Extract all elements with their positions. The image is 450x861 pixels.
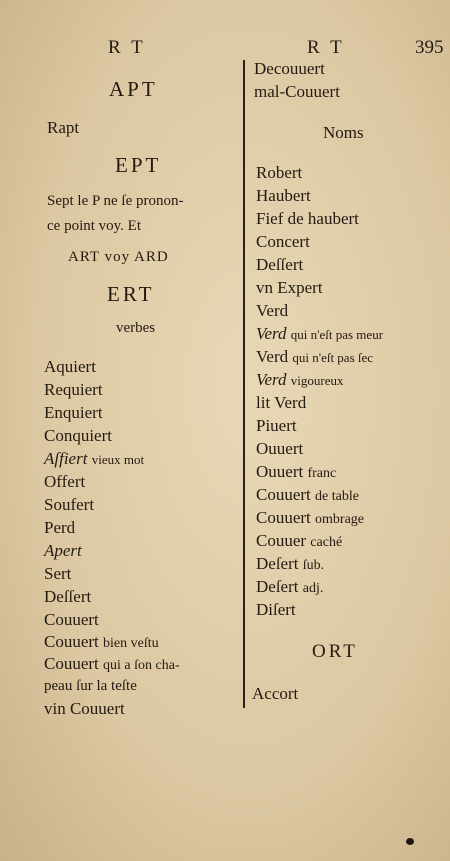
ort-heading: ORT	[312, 641, 358, 662]
list-item: Couuert ombrage	[256, 508, 365, 527]
noms-label: Noms	[323, 123, 364, 142]
list-item: Aſfiert vieux mot	[44, 449, 145, 468]
list-item: lit Verd	[256, 393, 307, 412]
list-item: Robert	[256, 163, 303, 182]
right-running-head: R T	[307, 37, 345, 58]
list-item: Verd qui n'eſt pas ſec	[256, 347, 374, 366]
verbes-label: verbes	[116, 320, 156, 336]
list-item: Concert	[256, 232, 310, 251]
right-top-entry: mal-Couuert	[254, 82, 340, 101]
rapt-entry: Rapt	[47, 118, 80, 137]
list-item: Sert	[44, 564, 72, 583]
list-item: Deſſert	[44, 587, 92, 606]
right-top-entry: Decouuert	[254, 59, 325, 78]
list-item: Haubert	[256, 186, 311, 205]
list-item: Couuert qui a ſon cha-	[44, 654, 180, 673]
list-item: Offert	[44, 472, 86, 491]
page-number: 395	[415, 37, 444, 58]
list-item: Verd qui n'eſt pas meur	[256, 324, 384, 343]
list-item: Soufert	[44, 495, 95, 514]
list-item: peau ſur la teſte	[44, 678, 137, 694]
sept-line-2: ce point voy. Et	[47, 218, 142, 234]
column-divider	[243, 60, 245, 708]
list-item: Requiert	[44, 380, 103, 399]
list-item: Ouuert franc	[256, 462, 337, 481]
list-item: vn Expert	[256, 278, 323, 297]
apt-heading: APT	[109, 77, 158, 101]
list-item: Deſert adj.	[256, 577, 324, 596]
ert-heading: ERT	[107, 282, 155, 306]
accort-entry: Accort	[252, 684, 299, 703]
list-item: Apert	[44, 541, 82, 560]
art-reference: ART voy ARD	[68, 249, 169, 265]
list-item: Conquiert	[44, 426, 112, 445]
list-item: Perd	[44, 518, 76, 537]
list-item: Diſert	[256, 600, 296, 619]
list-item: Ouuert	[256, 439, 304, 458]
list-item: Deſſert	[256, 255, 304, 274]
list-item: Couuert	[44, 610, 99, 629]
sept-line-1: Sept le P ne ſe pronon-	[47, 193, 184, 209]
list-item: vin Couuert	[44, 699, 125, 718]
list-item: Piuert	[256, 416, 297, 435]
ink-spot	[406, 838, 414, 845]
ept-heading: EPT	[115, 153, 162, 177]
list-item: Enquiert	[44, 403, 103, 422]
list-item: Verd vigoureux	[256, 370, 344, 389]
list-item: Aquiert	[44, 357, 96, 376]
list-item: Fief de haubert	[256, 209, 359, 228]
list-item: Couuert de table	[256, 485, 359, 504]
list-item: Couuer caché	[256, 531, 343, 550]
list-item: Verd	[256, 301, 289, 320]
list-item: Deſert ſub.	[256, 554, 325, 573]
left-running-head: R T	[108, 37, 146, 58]
list-item: Couuert bien veſtu	[44, 632, 159, 651]
